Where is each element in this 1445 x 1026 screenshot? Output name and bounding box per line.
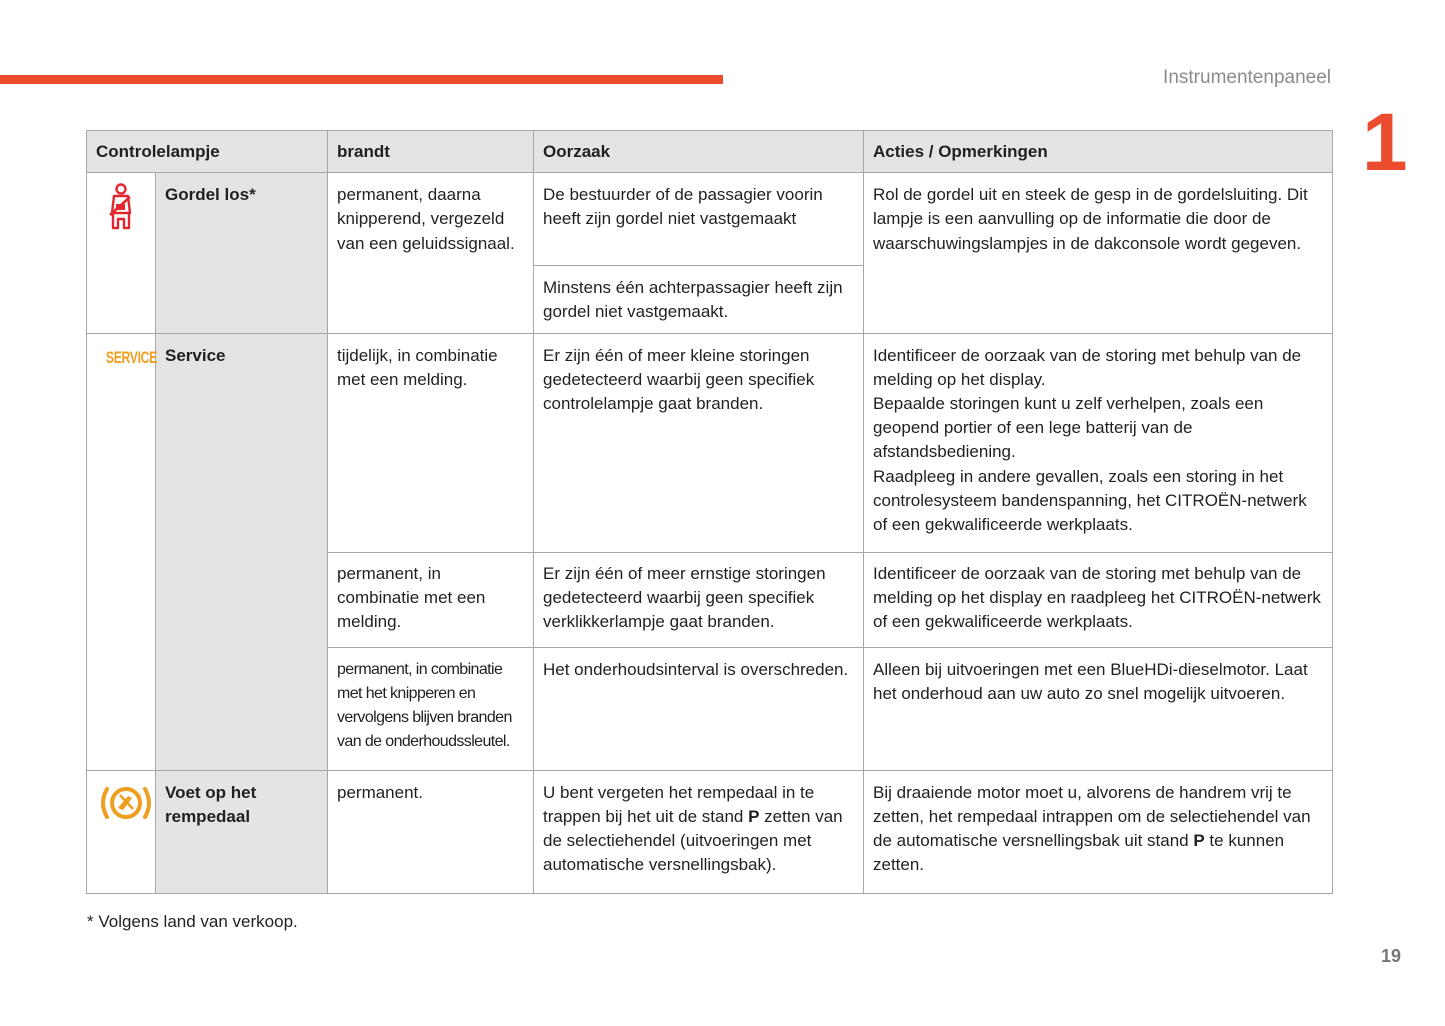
light-name: Gordel los*: [156, 173, 328, 333]
action-cell: Identificeer de oorzaak van de storing met behulp van de melding op het display en raadpleeg het CITROËN-netwerk of een gekwalificeerde werkplaats.: [864, 552, 1333, 647]
column-header-actions: Acties / Opmerkingen: [864, 131, 1333, 173]
table-row: [87, 770, 1333, 893]
table-header-row: [87, 131, 1333, 173]
warning-lights-table: [86, 130, 1333, 894]
table-row: [87, 173, 1333, 266]
table-row: [87, 333, 1333, 552]
cause-text: zetten van de selectiehendel (uitvoeringen met automatische versnellingsbak).: [543, 806, 843, 875]
column-header-state: brandt: [328, 131, 534, 173]
light-name: Service: [156, 333, 328, 770]
state-cell: tijdelijk, in combinatie met een melding.: [328, 333, 534, 552]
state-cell: permanent, in combinatie met het knipperen en vervolgens blijven branden van de onderhoudssleutel.: [328, 647, 534, 770]
column-header-cause: Oorzaak: [534, 131, 864, 173]
seatbelt-icon: [106, 183, 136, 231]
action-cell: [864, 770, 1333, 893]
cause-text: U bent vergeten het rempedaal in te trappen bij het uit de stand: [543, 782, 815, 826]
icon-cell: [87, 333, 156, 770]
icon-cell: [87, 173, 156, 333]
service-icon: SERVICE: [105, 347, 157, 367]
cause-cell: Er zijn één of meer kleine storingen gedetecteerd waarbij geen specifiek controlelampje gaat branden.: [534, 333, 864, 552]
footnote: * Volgens land van verkoop.: [87, 912, 298, 931]
cause-cell: De bestuurder of de passagier voorin heeft zijn gordel niet vastgemaakt: [534, 173, 864, 266]
foot-on-brake-icon: [96, 781, 156, 825]
action-cell: Rol de gordel uit en steek de gesp in de gordelsluiting. Dit lampje is een aanvulling op de informatie die door de waarschuwingslampjes in de dakconsole wordt gegeven.: [864, 173, 1333, 333]
icon-cell: [87, 770, 156, 893]
gear-p-label: P: [1193, 831, 1205, 851]
top-accent-bar: [0, 75, 723, 84]
light-name: Voet op het rempedaal: [156, 770, 328, 893]
cause-cell: Minstens één achterpassagier heeft zijn gordel niet vastgemaakt.: [534, 266, 864, 333]
cause-cell: Er zijn één of meer ernstige storingen gedetecteerd waarbij geen specifiek verklikkerlampje gaat branden.: [534, 552, 864, 647]
state-cell: permanent, in combinatie met een melding.: [328, 552, 534, 647]
chapter-number: 1: [1362, 97, 1408, 188]
state-cell: permanent.: [328, 770, 534, 893]
section-title: Instrumentenpaneel: [1163, 67, 1331, 88]
cause-cell: Het onderhoudsinterval is overschreden.: [534, 647, 864, 770]
cause-cell: [534, 770, 864, 893]
action-cell: Alleen bij uitvoeringen met een BlueHDi-dieselmotor. Laat het onderhoud aan uw auto zo snel mogelijk uitvoeren.: [864, 647, 1333, 770]
gear-p-label: P: [748, 806, 760, 826]
page-number: 19: [1381, 946, 1402, 966]
action-cell: Identificeer de oorzaak van de storing met behulp van de melding op het display. Bepaalde storingen kunt u zelf verhelpen, zoals een geopend portier of een lege batterij van de afstandsbediening. Raadpleeg in andere gevallen, zoals een storing in het controlesysteem bandenspanning, het CITROËN-netwerk of een gekwalificeerde werkplaats.: [864, 333, 1333, 552]
action-text: te kunnen zetten.: [873, 831, 1285, 875]
state-cell: permanent, daarna knipperend, vergezeld van een geluidssignaal.: [328, 173, 534, 333]
column-header-light: Controlelampje: [87, 131, 328, 173]
action-text: Bij draaiende motor moet u, alvorens de handrem vrij te zetten, het rempedaal intrappen om de selectiehendel van de automatische versnellingsbak uit stand: [873, 782, 1311, 851]
